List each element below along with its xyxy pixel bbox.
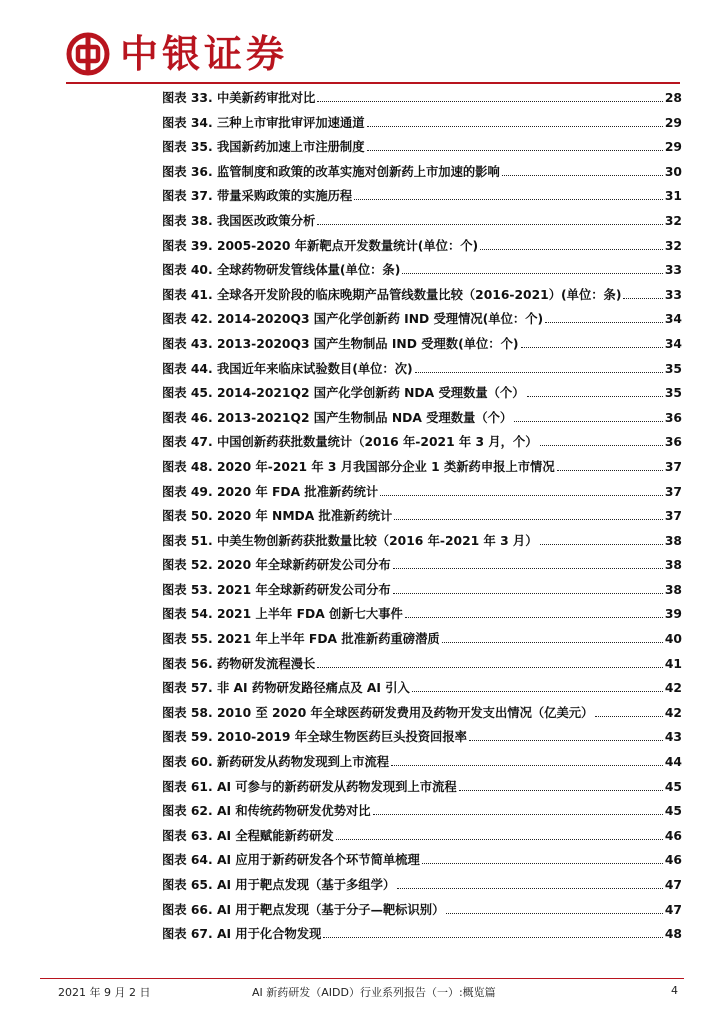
dot-leader	[393, 568, 663, 569]
toc-entry-title: 图表 38. 我国医改政策分析	[162, 213, 316, 228]
toc-entry[interactable]	[162, 408, 682, 433]
toc-entry[interactable]	[162, 531, 682, 556]
dot-leader	[527, 396, 663, 397]
toc-entry[interactable]	[162, 703, 682, 728]
toc-entry[interactable]	[162, 359, 682, 384]
toc-entry[interactable]	[162, 629, 682, 654]
toc-entry-title: 图表 51. 中美生物创新药获批数量比较（2016 年-2021 年 3 月）	[162, 533, 538, 548]
toc-entry-title: 图表 39. 2005-2020 年新靶点开发数量统计(单位：个)	[162, 238, 479, 253]
toc-entry[interactable]	[162, 113, 682, 138]
toc-entry-page: 36	[664, 410, 682, 425]
dot-leader	[540, 445, 663, 446]
toc-entry-title: 图表 44. 我国近年来临床试验数目(单位：次)	[162, 361, 413, 376]
dot-leader	[446, 913, 663, 914]
toc-entry-page: 32	[664, 238, 682, 253]
toc-entry[interactable]	[162, 211, 682, 236]
dot-leader	[367, 150, 663, 151]
toc-entry-title: 图表 34. 三种上市审批审评加速通道	[162, 115, 365, 130]
toc-entry-title: 图表 45. 2014-2021Q2 国产化学创新药 NDA 受理数量（个）	[162, 386, 525, 401]
page-number: 4	[671, 984, 678, 997]
report-title: AI 新药研发（AIDD）行业系列报告（一）:概览篇	[252, 986, 496, 999]
brand-name: 中银证券	[120, 31, 289, 76]
dot-leader	[393, 593, 663, 594]
toc-entry[interactable]	[162, 727, 682, 752]
toc-entry[interactable]	[162, 285, 682, 310]
toc-entry-title: 图表 57. 非 AI 药物研发路径痛点及 AI 引入	[162, 681, 410, 696]
dot-leader	[394, 519, 663, 520]
toc-entry-page: 33	[664, 287, 682, 302]
toc-entry-title: 图表 66. AI 用于靶点发现（基于分子—靶标识别）	[162, 902, 445, 917]
toc-entry[interactable]	[162, 334, 682, 359]
toc-entry-page: 43	[664, 730, 682, 745]
dot-leader	[397, 888, 663, 889]
dot-leader	[405, 617, 663, 618]
dot-leader	[336, 839, 663, 840]
toc-entry-page: 30	[664, 164, 682, 179]
toc-entry-page: 40	[664, 632, 682, 647]
toc-entry-title: 图表 52. 2020 年全球新药研发公司分布	[162, 558, 391, 573]
toc-entry-page: 47	[664, 878, 682, 892]
dot-leader	[442, 642, 663, 643]
dot-leader	[380, 495, 663, 496]
toc-entry-title: 图表 36. 监管制度和政策的改革实施对创新药上市加速的影响	[162, 164, 500, 179]
dot-leader	[373, 814, 663, 815]
toc-entry-title: 图表 65. AI 用于靶点发现（基于多组学）	[162, 878, 396, 892]
toc-entry-title: 图表 56. 药物研发流程漫长	[162, 656, 316, 671]
dot-leader	[412, 691, 663, 692]
toc-entry-page: 36	[664, 435, 682, 450]
dot-leader	[545, 322, 663, 323]
toc-entry-page: 35	[664, 386, 682, 401]
toc-entry[interactable]	[162, 260, 682, 285]
toc-entry-page: 33	[664, 263, 682, 278]
toc-entry[interactable]	[162, 555, 682, 580]
toc-entry[interactable]	[162, 678, 682, 703]
dot-leader	[459, 790, 663, 791]
toc-entry[interactable]	[162, 309, 682, 334]
dot-leader	[317, 224, 663, 225]
toc-entry-page: 42	[664, 705, 682, 720]
toc-entry-page: 42	[664, 681, 682, 696]
dot-leader	[391, 765, 663, 766]
dot-leader	[317, 667, 663, 668]
toc-entry-title: 图表 53. 2021 年全球新药研发公司分布	[162, 582, 391, 597]
toc-entry[interactable]	[162, 752, 682, 777]
toc-entry[interactable]	[162, 186, 682, 211]
report-header	[66, 28, 666, 80]
toc-entry-title: 图表 67. AI 用于化合物发现	[162, 927, 322, 942]
toc-entry[interactable]	[162, 604, 682, 629]
footer-divider	[40, 978, 684, 979]
figure-index	[162, 88, 682, 949]
toc-entry-title: 图表 37. 带量采购政策的实施历程	[162, 189, 353, 204]
header-divider	[66, 82, 680, 84]
toc-entry-title: 图表 64. AI 应用于新药研发各个环节简单梳理	[162, 853, 420, 868]
toc-entry[interactable]	[162, 924, 682, 949]
toc-entry-page: 28	[664, 91, 682, 105]
toc-entry-page: 37	[664, 459, 682, 474]
dot-leader	[514, 421, 663, 422]
dot-leader	[480, 249, 663, 250]
toc-entry-title: 图表 43. 2013-2020Q3 国产生物制品 IND 受理数(单位：个)	[162, 336, 519, 351]
toc-entry-page: 39	[664, 607, 682, 622]
dot-leader	[422, 863, 663, 864]
toc-entry-title: 图表 59. 2010-2019 年全球生物医药巨头投资回报率	[162, 730, 467, 745]
dot-leader	[317, 101, 663, 102]
toc-entry-title: 图表 35. 我国新药加速上市注册制度	[162, 140, 365, 155]
toc-entry-page: 38	[664, 533, 682, 548]
toc-entry[interactable]	[162, 482, 682, 507]
toc-entry-page: 46	[664, 853, 682, 868]
toc-entry-page: 31	[664, 189, 682, 204]
toc-entry-page: 29	[664, 115, 682, 130]
dot-leader	[415, 372, 663, 373]
toc-entry[interactable]	[162, 506, 682, 531]
toc-entry-page: 37	[664, 484, 682, 499]
toc-entry[interactable]	[162, 162, 682, 187]
toc-entry-page: 34	[664, 312, 682, 327]
toc-entry-page: 46	[664, 828, 682, 843]
toc-entry[interactable]	[162, 457, 682, 482]
toc-entry-title: 图表 33. 中美新药审批对比	[162, 91, 316, 105]
toc-entry[interactable]	[162, 654, 682, 679]
toc-entry[interactable]	[162, 826, 682, 851]
dot-leader	[469, 740, 663, 741]
toc-entry-title: 图表 60. 新药研发从药物发现到上市流程	[162, 755, 390, 770]
toc-entry-title: 图表 42. 2014-2020Q3 国产化学创新药 IND 受理情况(单位：个)	[162, 312, 544, 327]
toc-entry-title: 图表 40. 全球药物研发管线体量(单位：条)	[162, 263, 401, 278]
toc-entry-title: 图表 46. 2013-2021Q2 国产生物制品 NDA 受理数量（个）	[162, 410, 513, 425]
toc-entry-page: 32	[664, 213, 682, 228]
toc-entry[interactable]	[162, 432, 682, 457]
toc-entry-page: 41	[664, 656, 682, 671]
toc-entry-page: 34	[664, 336, 682, 351]
toc-entry-page: 38	[664, 582, 682, 597]
toc-entry-page: 37	[664, 509, 682, 524]
dot-leader	[402, 273, 663, 274]
toc-entry[interactable]	[162, 875, 682, 900]
toc-entry[interactable]	[162, 88, 682, 113]
dot-leader	[557, 470, 663, 471]
toc-entry[interactable]	[162, 900, 682, 925]
toc-entry-title: 图表 50. 2020 年 NMDA 批准新药统计	[162, 509, 393, 524]
dot-leader	[595, 716, 663, 717]
toc-entry-title: 图表 47. 中国创新药获批数量统计（2016 年-2021 年 3 月，个）	[162, 435, 538, 450]
toc-entry-title: 图表 61. AI 可参与的新药研发从药物发现到上市流程	[162, 779, 457, 794]
dot-leader	[323, 937, 662, 938]
dot-leader	[521, 347, 663, 348]
toc-entry-page: 45	[664, 804, 682, 819]
toc-entry-title: 图表 62. AI 和传统药物研发优势对比	[162, 804, 371, 819]
dot-leader	[623, 298, 662, 299]
toc-entry[interactable]	[162, 580, 682, 605]
toc-entry[interactable]	[162, 801, 682, 826]
toc-entry[interactable]	[162, 137, 682, 162]
toc-entry-title: 图表 58. 2010 至 2020 年全球医药研发费用及药物开发支出情况（亿美元）	[162, 705, 594, 720]
toc-entry-title: 图表 63. AI 全程赋能新药研发	[162, 828, 334, 843]
toc-entry[interactable]	[162, 777, 682, 802]
toc-entry-page: 44	[664, 755, 682, 770]
dot-leader	[540, 544, 663, 545]
toc-entry-page: 35	[664, 361, 682, 376]
report-date: 2021 年 9 月 2 日	[58, 986, 151, 999]
toc-entry-page: 45	[664, 779, 682, 794]
dot-leader	[502, 175, 663, 176]
toc-entry-title: 图表 41. 全球各开发阶段的临床晚期产品管线数量比较（2016-2021）(单位：条)	[162, 287, 622, 302]
bank-of-china-logo-icon	[66, 32, 110, 76]
toc-entry[interactable]	[162, 236, 682, 261]
toc-entry[interactable]	[162, 850, 682, 875]
toc-entry-title: 图表 55. 2021 年上半年 FDA 批准新药重磅潜质	[162, 632, 440, 647]
toc-entry-page: 48	[664, 927, 682, 942]
toc-entry-title: 图表 48. 2020 年-2021 年 3 月我国部分企业 1 类新药申报上市情况	[162, 459, 555, 474]
dot-leader	[354, 199, 663, 200]
toc-entry-page: 29	[664, 140, 682, 155]
toc-entry[interactable]	[162, 383, 682, 408]
toc-entry-title: 图表 54. 2021 上半年 FDA 创新七大事件	[162, 607, 403, 622]
toc-entry-page: 47	[664, 902, 682, 917]
toc-entry-page: 38	[664, 558, 682, 573]
dot-leader	[367, 126, 663, 127]
toc-entry-title: 图表 49. 2020 年 FDA 批准新药统计	[162, 484, 379, 499]
